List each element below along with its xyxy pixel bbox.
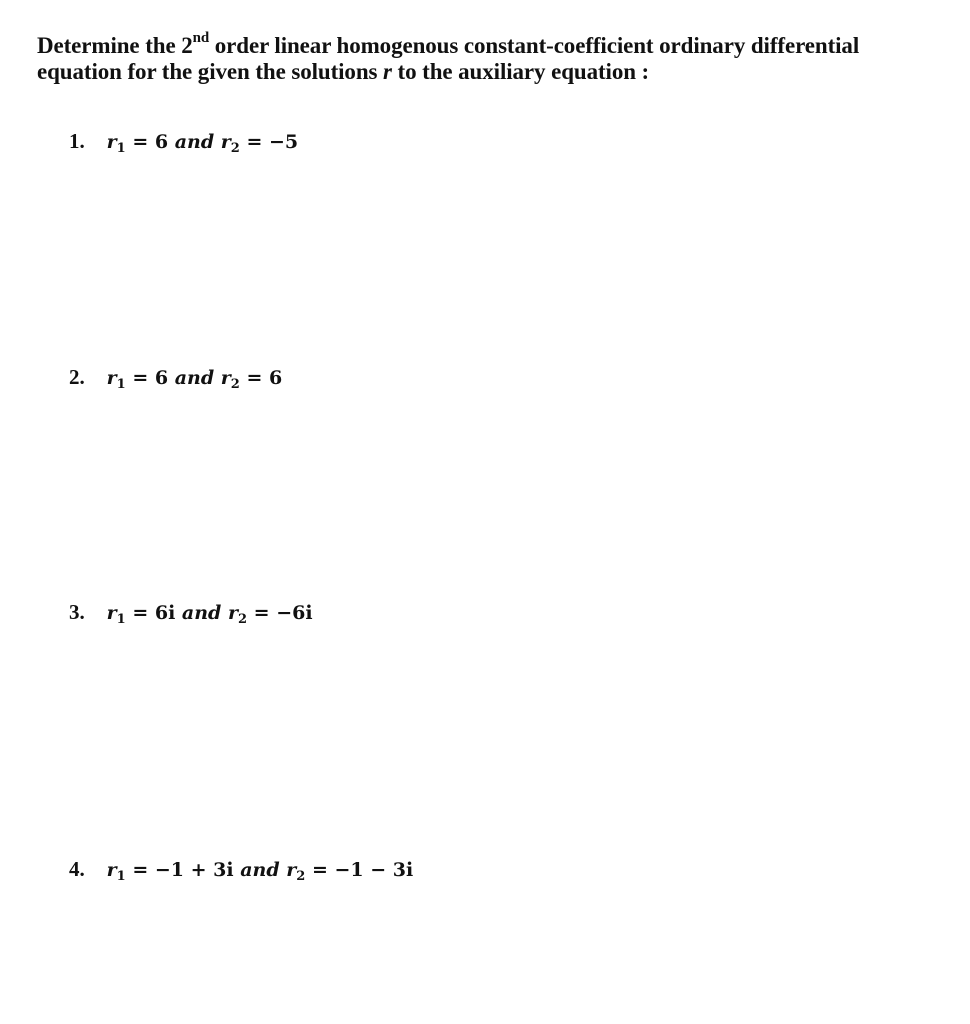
r2-label: r — [286, 859, 297, 881]
r2-value: = −5 — [246, 131, 299, 153]
problem-2 — [69, 364, 282, 391]
r1-subscript: 1 — [116, 377, 126, 392]
connector-text: and — [174, 367, 215, 389]
problem-number: 4. — [69, 857, 85, 881]
r1-value: = 6 — [132, 367, 169, 389]
problem-4 — [69, 856, 413, 883]
r1-subscript: 1 — [116, 141, 126, 156]
instructions-superscript: nd — [192, 30, 210, 47]
problem-3 — [69, 599, 313, 626]
r1-value: = −1 + 3i — [132, 859, 234, 881]
r2-value: = −1 − 3i — [311, 859, 414, 881]
r1-label: r — [106, 602, 117, 624]
r1-label: r — [106, 859, 117, 881]
instructions-variable: r — [383, 59, 392, 84]
r2-label: r — [220, 367, 231, 389]
r1-subscript: 1 — [116, 869, 126, 884]
r1-value: = 6i — [132, 602, 176, 624]
instructions-part-2: order linear homogenous constant-coefficient ordinary differential equation for the given the solutions — [37, 33, 860, 84]
instructions-text — [37, 30, 937, 85]
r2-subscript: 2 — [230, 141, 240, 156]
r2-subscript: 2 — [296, 869, 306, 884]
r2-subscript: 2 — [237, 612, 248, 627]
r2-label: r — [220, 131, 231, 153]
r1-subscript: 1 — [116, 612, 126, 627]
r1-label: r — [106, 131, 117, 153]
r2-label: r — [227, 602, 238, 624]
connector-text: and — [174, 131, 215, 153]
r1-value: = 6 — [132, 131, 169, 153]
problem-number: 1. — [69, 129, 85, 153]
problem-number: 2. — [69, 365, 85, 389]
r1-label: r — [106, 367, 117, 389]
problem-number: 3. — [69, 600, 85, 624]
connector-text: and — [240, 859, 280, 881]
connector-text: and — [181, 602, 222, 624]
r2-value: = 6 — [246, 367, 283, 389]
r2-subscript: 2 — [230, 377, 240, 392]
r2-value: = −6i — [253, 602, 313, 624]
problem-1 — [69, 128, 298, 155]
instructions-part-1: Determine the 2 — [37, 33, 193, 58]
instructions-part-3: to the auxiliary equation : — [391, 59, 650, 84]
